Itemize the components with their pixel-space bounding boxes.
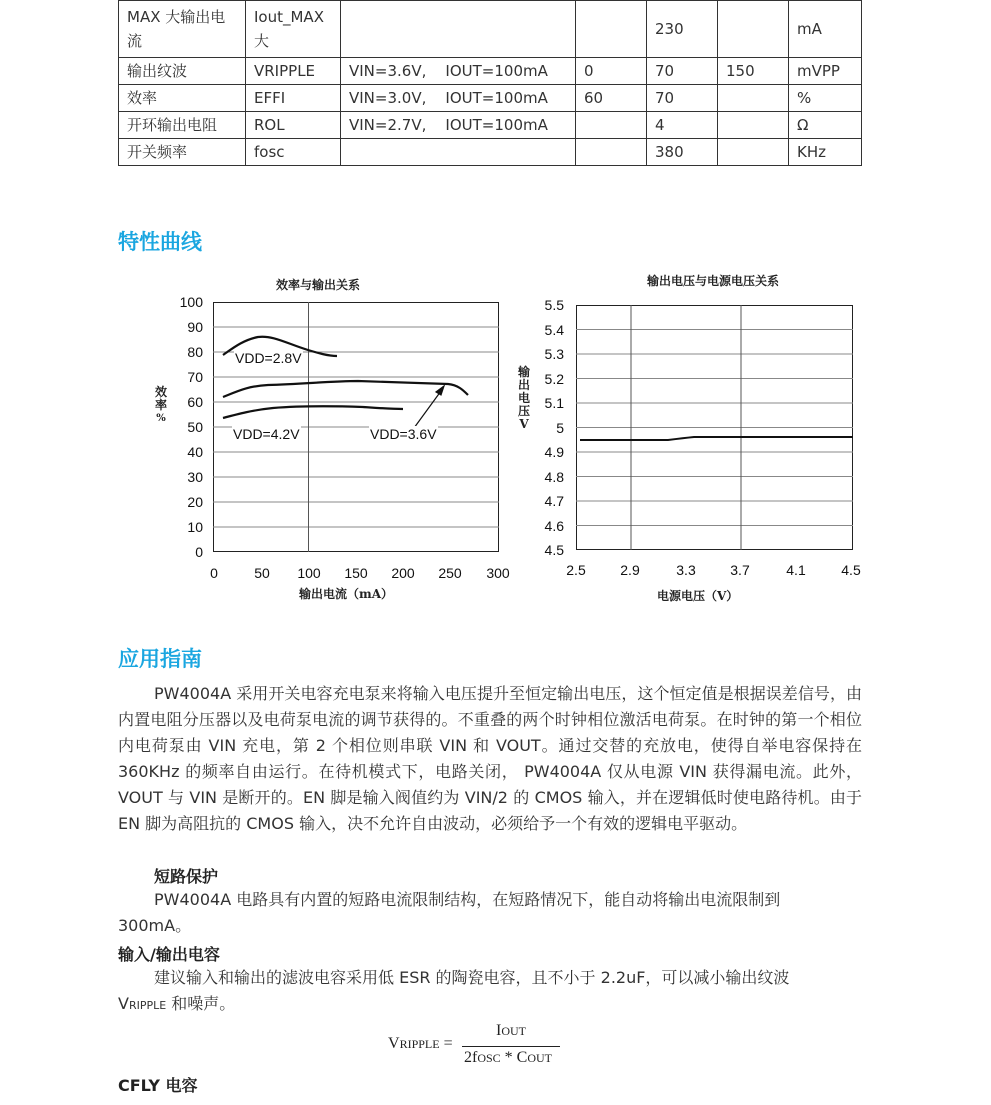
y-tick: 30 <box>187 469 203 485</box>
x-tick: 100 <box>297 565 321 581</box>
section-title-guide: 应用指南 <box>118 647 202 671</box>
y-tick: 4.9 <box>544 444 564 460</box>
min-cell <box>576 1 647 58</box>
typ-cell: 230 <box>647 1 718 58</box>
symbol-cell: EFFI <box>246 85 341 112</box>
condition-cell <box>341 1 576 58</box>
short-circuit-text: PW4004A 电路具有内置的短路电流限制结构，在短路情况下，能自动将输出电流限制到 300mA。 <box>118 890 781 935</box>
x-tick: 0 <box>210 565 218 581</box>
x-axis-label: 电源电压（V） <box>657 589 739 603</box>
chart-title: 输出电压与电源电压关系 <box>647 274 780 288</box>
formula-lhs: VRIPPLE = <box>388 1035 453 1052</box>
param-cell: 输出纹波 <box>119 58 246 85</box>
subheading-short-circuit: 短路保护 <box>154 867 219 886</box>
y-tick: 40 <box>187 444 203 460</box>
x-tick: 3.7 <box>730 562 750 578</box>
unit-cell: % <box>789 85 862 112</box>
x-tick: 4.5 <box>841 562 861 578</box>
spec-table <box>118 0 862 166</box>
y-tick: 100 <box>179 294 203 310</box>
x-tick: 50 <box>254 565 270 581</box>
min-cell <box>576 112 647 139</box>
param-cell: 效率 <box>119 85 246 112</box>
y-tick: 4.5 <box>544 542 564 558</box>
series-label-4-2v: VDD=4.2V <box>233 426 300 442</box>
y-tick: 4.7 <box>544 493 564 509</box>
y-tick: 5 <box>556 420 564 436</box>
param-cell: 开环输出电阻 <box>119 112 246 139</box>
param-cell: MAX 大输出电 流 <box>119 1 246 58</box>
series-label-2-8v: VDD=2.8V <box>235 350 302 366</box>
formula-numerator: IOUT <box>496 1022 526 1039</box>
y-tick: 5.1 <box>544 395 564 411</box>
typ-cell: 4 <box>647 112 718 139</box>
y-tick: 4.6 <box>544 518 564 534</box>
x-tick: 150 <box>344 565 368 581</box>
max-cell <box>718 112 789 139</box>
table-row <box>119 58 862 85</box>
x-tick: 4.1 <box>786 562 806 578</box>
plot-area <box>576 305 853 550</box>
max-cell: 150 <box>718 58 789 85</box>
min-cell <box>576 139 647 166</box>
chart-title: 效率与输出关系 <box>276 278 361 292</box>
table-row <box>119 139 862 166</box>
max-cell <box>718 139 789 166</box>
condition-cell: VIN=3.0V, IOUT=100mA <box>341 85 576 112</box>
y-tick: 4.8 <box>544 469 564 485</box>
unit-cell: mVPP <box>789 58 862 85</box>
y-tick: 20 <box>187 494 203 510</box>
condition-cell: VIN=2.7V, IOUT=100mA <box>341 112 576 139</box>
x-tick: 300 <box>486 565 510 581</box>
x-tick: 3.3 <box>676 562 696 578</box>
subheading-cfly-capacitor: CFLY 电容 <box>118 1076 198 1095</box>
y-tick: 5.3 <box>544 346 564 362</box>
x-tick: 2.5 <box>566 562 586 578</box>
y-tick: 90 <box>187 319 203 335</box>
fraction-bar <box>462 1046 560 1047</box>
max-cell <box>718 1 789 58</box>
y-tick: 60 <box>187 394 203 410</box>
y-tick: 50 <box>187 419 203 435</box>
x-tick: 2.9 <box>620 562 640 578</box>
x-tick: 200 <box>391 565 415 581</box>
formula-denominator: 2fOSC * COUT <box>464 1049 553 1066</box>
y-axis-label: 效 率 % <box>154 385 167 424</box>
io-capacitor-text: 建议输入和输出的滤波电容采用低 ESR 的陶瓷电容，且不小于 2.2uF，可以减小输出纹波 VRIPPLE 和噪声。 <box>118 968 790 1013</box>
unit-cell: KHz <box>789 139 862 166</box>
symbol-cell: VRIPPLE <box>246 58 341 85</box>
symbol-cell: Iout_MAX 大 <box>246 1 341 58</box>
unit-cell: Ω <box>789 112 862 139</box>
condition-cell: VIN=3.6V, IOUT=100mA <box>341 58 576 85</box>
table-row <box>119 1 862 58</box>
min-cell: 0 <box>576 58 647 85</box>
min-cell: 60 <box>576 85 647 112</box>
y-axis-label: 输 出 电 压 V <box>517 365 530 431</box>
series-label-3-6v: VDD=3.6V <box>370 426 437 442</box>
y-tick: 5.5 <box>544 297 564 313</box>
section-title-curves: 特性曲线 <box>118 230 202 254</box>
typ-cell: 380 <box>647 139 718 166</box>
guide-paragraph: PW4004A 采用开关电容充电泵来将输入电压提升至恒定输出电压，这个恒定值是根据误差信号，由内置电阻分压器以及电荷泵电流的调节获得的。不重叠的两个时钟相位激活电荷泵。在时钟的第一个相位内电荷泵由 VIN 充电，第 2 个相位则串联 VIN 和 VOUT。通过交替的充放电，使得自举电容保持在 360KHz 的频率自由运行。在待机模式下，电路关闭， PW4004A 仅从电源 VIN 获得漏电流。此外， VOUT 与 VIN 是断开的。EN 脚是输入阀值约为 VIN/2 的 CMOS 输入，并在逻辑低时使电路待机。由于 EN 脚为高阻抗的 CMOS 输入，决不允许自由波动，必须给予一个有效的逻辑电平驱动。 <box>118 684 862 833</box>
symbol-cell: ROL <box>246 112 341 139</box>
symbol-cell: fosc <box>246 139 341 166</box>
condition-cell <box>341 139 576 166</box>
voltage-plot-svg <box>576 305 853 550</box>
x-tick: 250 <box>438 565 462 581</box>
subheading-io-capacitor: 输入/输出电容 <box>118 945 220 964</box>
table-row <box>119 85 862 112</box>
table-row <box>119 112 862 139</box>
typ-cell: 70 <box>647 58 718 85</box>
max-cell <box>718 85 789 112</box>
typ-cell: 70 <box>647 85 718 112</box>
y-tick: 0 <box>195 544 203 560</box>
y-tick: 10 <box>187 519 203 535</box>
y-tick: 80 <box>187 344 203 360</box>
unit-cell: mA <box>789 1 862 58</box>
y-tick: 5.2 <box>544 371 564 387</box>
param-cell: 开关频率 <box>119 139 246 166</box>
y-tick: 5.4 <box>544 322 564 338</box>
x-axis-label: 输出电流（mA） <box>299 587 394 601</box>
y-tick: 70 <box>187 369 203 385</box>
